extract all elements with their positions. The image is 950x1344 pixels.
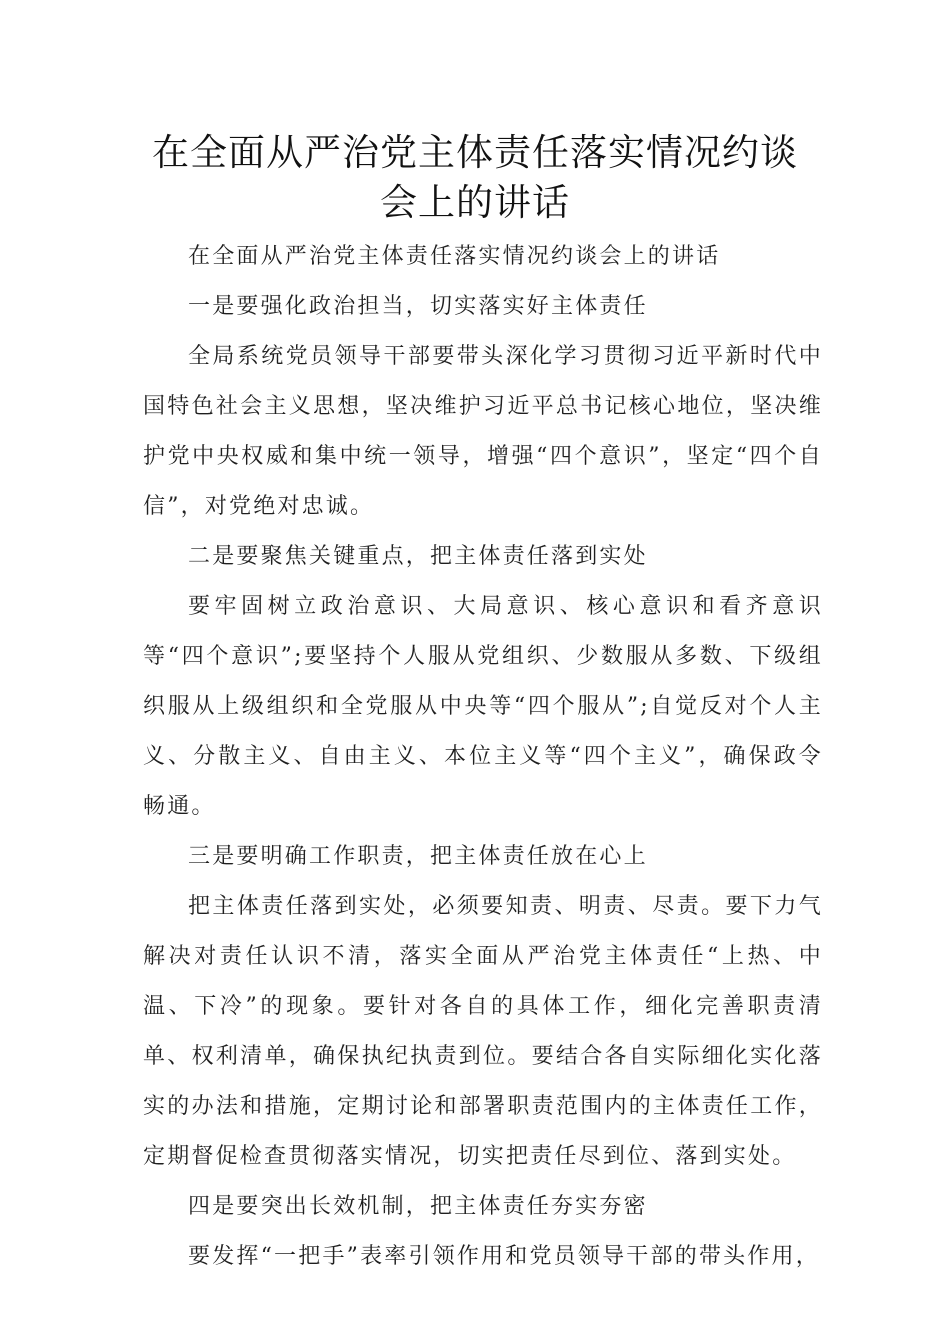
section-heading-2: 二是要聚焦关键重点，把主体责任落到实处	[188, 544, 648, 569]
section-heading-4: 四是要突出长效机制，把主体责任夯实夯密	[188, 1194, 648, 1219]
title-line-2: 会上的讲话	[380, 181, 570, 224]
section-heading-1: 一是要强化政治担当，切实落实好主体责任	[188, 294, 648, 319]
section-heading-3: 三是要明确工作职责，把主体责任放在心上	[188, 844, 648, 869]
title-line-1: 在全面从严治党主体责任落实情况约谈	[152, 131, 798, 174]
document-body	[143, 232, 823, 1282]
paragraph: 要牢固树立政治意识、大局意识、核心意识和看齐意识等“四个意识”;要坚持个人服从党组织、少数服从多数、下级组织服从上级组织和全党服从中央等“四个服从”;自觉反对个人主义、分散主义、自由主义、本位主义等“四个主义”，确保政令畅通。	[143, 594, 823, 819]
paragraph: 要发挥“一把手”表率引领作用和党员领导干部的带头作用，	[188, 1244, 820, 1269]
document-title	[140, 128, 810, 228]
paragraph: 把主体责任落到实处，必须要知责、明责、尽责。要下力气解决对责任认识不清，落实全面从严治党主体责任“上热、中温、下冷”的现象。要针对各自的具体工作，细化完善职责清单、权利清单，确保执纪执责到位。要结合各自实际细化实化落实的办法和措施，定期讨论和部署职责范围内的主体责任工作，定期督促检查贯彻落实情况，切实把责任尽到位、落到实处。	[143, 894, 823, 1169]
paragraph-subtitle: 在全面从严治党主体责任落实情况约谈会上的讲话	[188, 244, 721, 269]
paragraph: 全局系统党员领导干部要带头深化学习贯彻习近平新时代中国特色社会主义思想，坚决维护习近平总书记核心地位，坚决维护党中央权威和集中统一领导，增强“四个意识”，坚定“四个自信”，对党绝对忠诚。	[143, 344, 823, 519]
